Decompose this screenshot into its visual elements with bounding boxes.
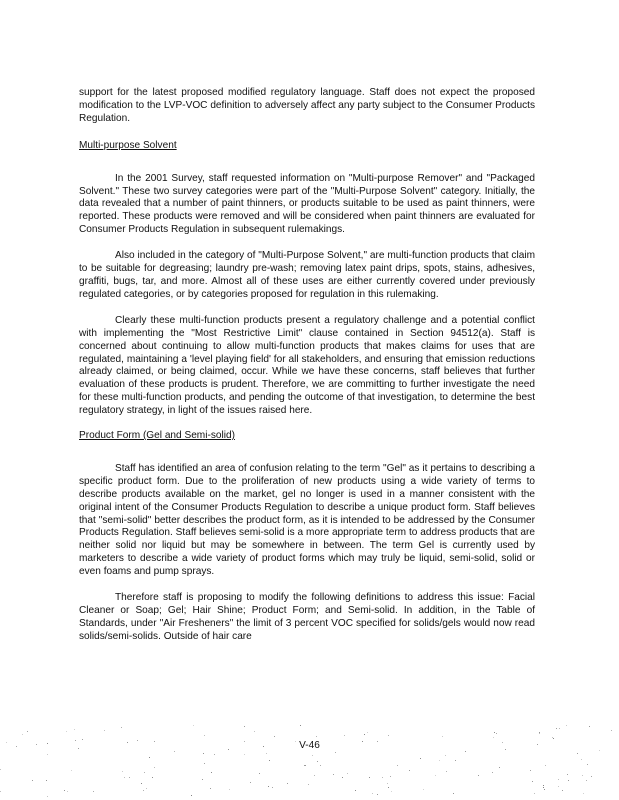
scan-speck <box>391 791 392 792</box>
scan-speck <box>244 741 245 742</box>
scan-speck <box>493 737 494 738</box>
paragraph: Staff has identified an area of confusion relating to the term "Gel" as it pertains to describing a specific product form. Due to the proliferation of new products using a wide variety of terms to describe products available on the market, gel no longer is used in a manner consistent with the original intent of the Consumer Products Regulation to describe a unique product form. Staff believes that "semi-solid" better describes the product form, as it is intended to be addressed by the Consumer Products Regulation. Staff believes semi-solid is a more appropriate term to address products that are neither solid nor liquid but may be somewhere in between. The term Gel is currently used by marketers to describe a wide variety of product forms which may truly be liquid, semi-solid, solid or even foams and pump sprays. <box>79 462 535 578</box>
scan-speck <box>558 779 559 780</box>
scan-speck <box>244 754 245 755</box>
scan-speck <box>203 753 204 754</box>
scan-speck <box>545 765 546 766</box>
scan-speck <box>152 777 153 778</box>
scan-speck <box>122 771 123 772</box>
paragraph: In the 2001 Survey, staff requested information on "Multi-purpose Remover" and "Packaged Solvent." These two survey categories were part of the "Multi-Purpose Solvent" category. Initially, the data revealed that a number of paint thinners, or products suitable to be used as paint thinners, were reported. These products were removed and will be considered when paint thinners are evaluated for Consumer Products Regulation in subsequent rulemakings. <box>79 172 535 236</box>
scan-speck <box>382 777 383 778</box>
scan-speck <box>333 774 334 775</box>
scan-speck <box>16 746 17 747</box>
scan-speck <box>499 767 500 768</box>
scan-speck <box>308 784 309 785</box>
scan-speck <box>268 786 269 787</box>
scan-speck <box>320 765 321 766</box>
scan-speck <box>599 750 600 751</box>
scan-speck <box>478 775 479 776</box>
scan-speck <box>534 793 535 794</box>
scan-speck <box>191 795 192 796</box>
scan-speck <box>355 790 356 791</box>
scan-speck <box>587 764 588 765</box>
scan-speck <box>377 741 378 742</box>
scan-speck <box>390 776 391 777</box>
scan-speck <box>502 742 503 743</box>
scan-speck <box>566 725 567 726</box>
scan-speck <box>305 765 306 766</box>
scan-speck <box>316 736 317 737</box>
scan-speck <box>141 783 142 784</box>
scan-speck <box>446 771 447 772</box>
scan-speck <box>143 790 144 791</box>
scan-speck <box>67 791 68 792</box>
scan-speck <box>254 731 255 732</box>
scan-speck <box>409 770 410 771</box>
scan-speck <box>442 736 443 737</box>
scan-speck <box>47 754 48 755</box>
scan-speck <box>124 777 125 778</box>
scan-speck <box>435 775 436 776</box>
scan-speck <box>228 749 229 750</box>
scan-speck <box>372 793 373 794</box>
scan-speck <box>589 726 590 727</box>
scan-speck <box>204 763 205 764</box>
scan-speck <box>269 760 270 761</box>
scan-speck <box>317 761 318 762</box>
scan-speck <box>453 793 454 794</box>
scan-speck <box>202 779 203 780</box>
section-heading-multipurpose-solvent: Multi-purpose Solvent <box>79 139 177 151</box>
scan-speck <box>154 767 155 768</box>
scan-speck <box>214 754 215 755</box>
scan-speck <box>543 785 544 786</box>
scan-speck <box>287 783 288 784</box>
scan-speck <box>423 789 424 790</box>
scan-speck <box>577 753 578 754</box>
scan-speck <box>335 752 336 753</box>
scan-speck <box>492 772 493 773</box>
scan-speck <box>559 728 560 729</box>
scan-speck <box>0 791 1 792</box>
scan-speck <box>47 743 48 744</box>
scan-speck <box>272 787 273 788</box>
scan-speck <box>591 776 592 777</box>
scan-speck <box>505 749 506 750</box>
scan-speck <box>204 735 205 736</box>
scan-speck <box>558 786 559 787</box>
scan-speck <box>562 790 563 791</box>
scan-speck <box>244 726 245 727</box>
scan-speck <box>342 777 343 778</box>
scan-speck <box>6 742 7 743</box>
scan-speck <box>47 796 48 797</box>
scan-speck <box>304 765 305 766</box>
scan-speck <box>193 725 194 726</box>
scan-speck <box>532 781 533 782</box>
scan-speck <box>104 730 105 731</box>
scan-speck <box>27 731 28 732</box>
paragraph: Clearly these multi-function products present a regulatory challenge and a potential conflict with implementing the "Most Restrictive Limit" clause contained in Section 94512(a). Staff is concerned about continuing to allow multi-function products that makes claims for uses that are regulated, maintaining a 'level playing field' for all stakeholders, and ensuring that emission reductions already claimed, or being claimed, occur. While we have these concerns, staff believes that further evaluation of these products is prudent. Therefore, we are committing to further investigate the need for these multi-function products, and pending the outcome of that investigation, to determine the best regulatory strategy, in light of the issues raised here. <box>79 314 535 417</box>
scan-speck <box>556 728 557 729</box>
scan-speck <box>553 738 554 739</box>
scan-speck <box>36 744 37 745</box>
scan-speck <box>78 748 79 749</box>
scan-speck <box>567 774 568 775</box>
scan-speck <box>127 742 128 743</box>
intro-paragraph: support for the latest proposed modified regulatory language. Staff does not expect the proposed modification to the LVP-VOC definition to adversely affect any party subject to the Consumer Products Regulation. <box>79 87 535 124</box>
scan-speck <box>397 765 398 766</box>
paragraph: Also included in the category of "Multi-Purpose Solvent," are multi-function products that claim to be suitable for degreasing; laundry pre-wash; removing latex paint drips, spots, stains, adhesives, graffiti, bugs, tar, and more. Almost all of these uses are either currently covered under previously regulated categories, or by categories proposed for regulation in this rulemaking. <box>79 250 535 300</box>
scan-speck <box>266 753 267 754</box>
scan-speck <box>149 757 150 758</box>
scan-speck <box>46 780 47 781</box>
scan-speck <box>259 773 260 774</box>
scan-speck <box>582 775 583 776</box>
scan-speck <box>581 759 582 760</box>
scan-speck <box>420 758 421 759</box>
scan-speck <box>295 741 296 742</box>
scan-speck <box>387 783 388 784</box>
scan-speck <box>211 772 212 773</box>
scan-speck <box>174 751 175 752</box>
scan-speck <box>210 788 211 789</box>
scan-speck <box>312 755 313 756</box>
page-body <box>79 87 535 644</box>
scan-speck <box>362 741 363 742</box>
page-number: V-46 <box>299 740 320 751</box>
scan-speck <box>82 739 83 740</box>
scan-speck <box>93 791 94 792</box>
scan-speck <box>22 734 23 735</box>
scan-speck <box>586 780 587 781</box>
scan-speck <box>465 751 466 752</box>
scan-speck <box>344 735 345 736</box>
scan-speck <box>347 773 348 774</box>
scan-speck <box>74 729 75 730</box>
scan-speck <box>229 789 230 790</box>
scan-speck <box>367 732 368 733</box>
scan-speck <box>611 730 612 731</box>
scan-speck <box>494 732 495 733</box>
scan-speck <box>552 737 553 738</box>
paragraph: Therefore staff is proposing to modify the following definitions to address this issue: Facial Cleaner or Soap; Gel; Hair Shine; Product Form; and Semi-solid. In addition, in the Table of Standards, under "Air Fresheners" the limit of 3 percent VOC specified for solids/gels would now read solids/semi-solids. Outside of hair care <box>79 592 535 642</box>
scan-speck <box>445 755 446 756</box>
scan-speck <box>539 733 540 734</box>
scan-speck <box>146 788 147 789</box>
scan-speck <box>144 772 145 773</box>
scan-speck <box>530 770 531 771</box>
scan-speck <box>377 794 378 795</box>
scan-speck <box>388 787 389 788</box>
scan-speck <box>439 760 440 761</box>
scan-speck <box>300 725 301 726</box>
scan-speck <box>455 760 456 761</box>
scan-speck <box>568 780 569 781</box>
scan-speck <box>121 727 122 728</box>
scan-speck <box>263 746 264 747</box>
scan-speck <box>71 770 72 771</box>
scan-speck <box>537 744 538 745</box>
scan-speck <box>369 777 370 778</box>
scan-speck <box>137 740 138 741</box>
scan-speck <box>544 789 545 790</box>
scan-speck <box>32 780 33 781</box>
section-heading-product-form: Product Form (Gel and Semi-solid) <box>79 430 235 442</box>
scan-speck <box>543 787 544 788</box>
scan-speck <box>129 777 130 778</box>
scan-speck <box>0 769 1 770</box>
scan-speck <box>583 793 584 794</box>
scan-speck <box>250 782 251 783</box>
scan-speck <box>274 736 275 737</box>
scan-speck <box>314 775 315 776</box>
scan-speck <box>64 790 65 791</box>
scan-speck <box>75 740 76 741</box>
scan-speck <box>364 734 365 735</box>
scan-speck <box>388 735 389 736</box>
scan-speck <box>66 731 67 732</box>
scan-speck <box>496 733 497 734</box>
scan-speck <box>154 741 155 742</box>
